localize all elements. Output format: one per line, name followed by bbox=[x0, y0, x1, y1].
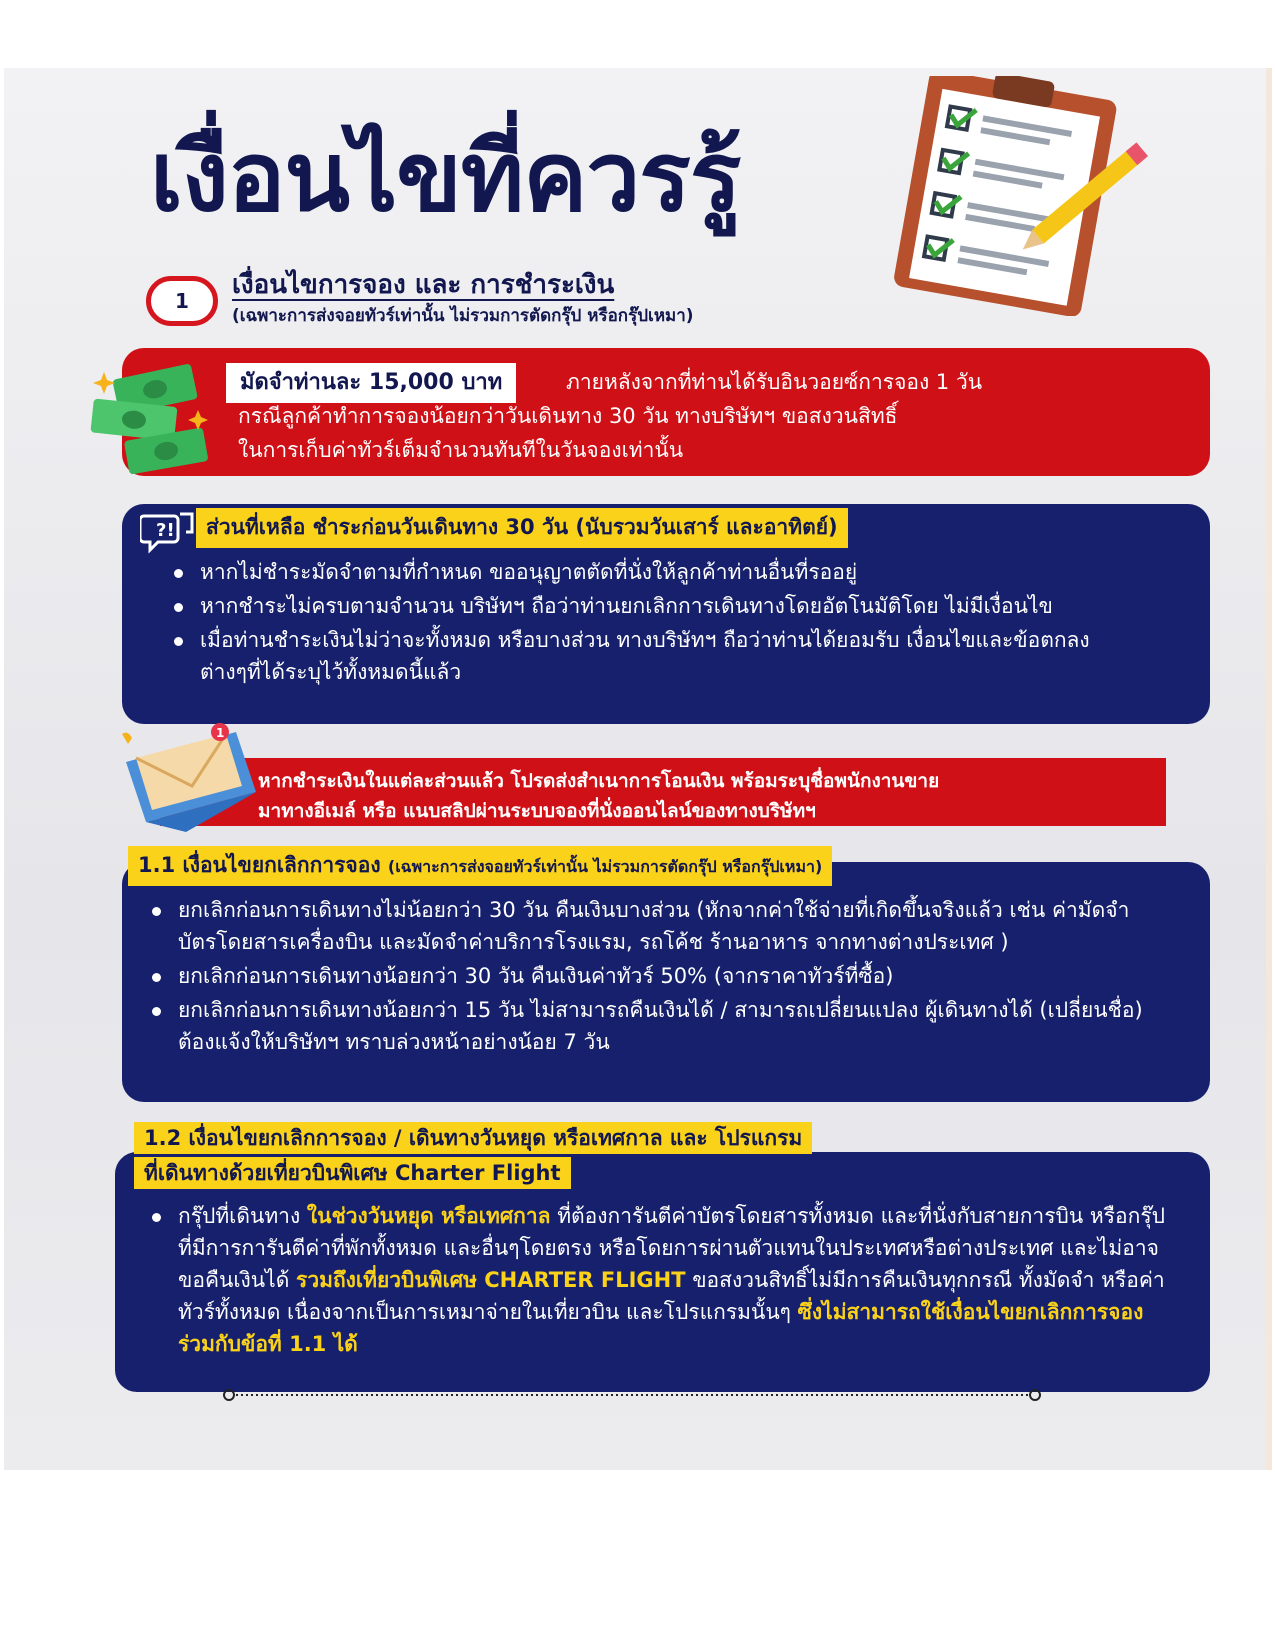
cancellation-list bbox=[148, 894, 1158, 1060]
holiday-charter-title-1: 1.2 เงื่อนไขยกเลิกการจอง / เดินทางวันหยุด หรือเทศกาล และ โปรแกรม bbox=[134, 1122, 812, 1154]
remaining-payment-list bbox=[170, 556, 1120, 690]
section1-title: เงื่อนไขการจอง และ การชำระเงิน bbox=[232, 270, 615, 300]
chat-question-icon bbox=[140, 510, 196, 556]
holiday-charter-list bbox=[148, 1200, 1168, 1362]
page-title: เงื่อนไขที่ควรรู้ bbox=[150, 121, 741, 233]
notification-badge-icon: 1 bbox=[216, 726, 225, 740]
paragraph-text: กรุ๊ปที่เดินทาง bbox=[178, 1204, 307, 1228]
list-item: ยกเลิกก่อนการเดินทางน้อยกว่า 15 วัน ไม่สามารถคืนเงินได้ / สามารถเปลี่ยนแปลง ผู้เดินทางได้ (เปลี่ยนชื่อ) ต้องแจ้งให้บริษัทฯ ทราบล่วงหน้าอย่างน้อย 7 วัน bbox=[148, 994, 1158, 1058]
envelope-icon bbox=[116, 722, 262, 832]
transfer-notice-banner bbox=[160, 758, 1166, 826]
paragraph-text: ขอสงวนสิทธิ์ไม่มีการคืนเงินทุกกรณี ทั้งมัดจำ หรือค่าทัวร์ทั้งหมด เนื่องจากเป็นการเหมาจ่ายในเที่ยวบิน และโปรแกรมนั้นๆ bbox=[178, 1268, 1165, 1324]
holiday-charter-title-2: ที่เดินทางด้วยเที่ยวบินพิเศษ Charter Flight bbox=[134, 1157, 571, 1189]
deposit-line-2: กรณีลูกค้าทำการจองน้อยกว่าวันเดินทาง 30 วัน ทางบริษัทฯ ขอสงวนสิทธิ์ bbox=[238, 404, 898, 428]
clipboard-checklist-icon bbox=[870, 76, 1170, 316]
money-icon bbox=[86, 364, 218, 474]
section1-subtitle: (เฉพาะการส่งจอยทัวร์เท่านั้น ไม่รวมการตัดกรุ๊ป หรือกรุ๊ปเหมา) bbox=[232, 306, 694, 326]
cancellation-title-text: 1.1 เงื่อนไขยกเลิกการจอง bbox=[138, 853, 381, 877]
list-item: ยกเลิกก่อนการเดินทางไม่น้อยกว่า 30 วัน คืนเงินบางส่วน (หักจากค่าใช้จ่ายที่เกิดขึ้นจริงแล้ว เช่น ค่ามัดจำบัตรโดยสารเครื่องบิน และมัดจำค่าบริการโรงแรม, รถโค้ช ร้านอาหาร จากทางต่างประเทศ ) bbox=[148, 894, 1158, 958]
highlight-text: รวมถึงเที่ยวบินพิเศษ CHARTER FLIGHT bbox=[296, 1268, 686, 1292]
list-item: หากไม่ชำระมัดจำตามที่กำหนด ขออนุญาตตัดที่นั่งให้ลูกค้าท่านอื่นที่รออยู่ bbox=[170, 556, 1120, 588]
paragraph-text: ที่ต้องการันตีค่าบัตรโดยสารทั้งหมด และที่นั่งกับสายการบิน หรือกรุ๊ปที่มีการการันตีค่าที่พักทั้งหมด และอื่นๆโดยตรง หรือโดยการผ่านตัวแทนในประเทศหรือต่างประเทศ และไม่อาจขอคืนเงินได้ bbox=[178, 1204, 1165, 1292]
svg-text:?!: ?! bbox=[156, 520, 175, 541]
poster-edge bbox=[1266, 68, 1272, 1470]
list-item: ยกเลิกก่อนการเดินทางน้อยกว่า 30 วัน คืนเงินค่าทัวร์ 50% (จากราคาทัวร์ที่ซื้อ) bbox=[148, 960, 1158, 992]
highlight-text: ในช่วงวันหยุด หรือเทศกาล bbox=[306, 1204, 551, 1228]
deposit-amount-label: มัดจำท่านละ 15,000 บาท bbox=[226, 363, 516, 403]
list-item bbox=[148, 1200, 1168, 1360]
list-item: หากชำระไม่ครบตามจำนวน บริษัทฯ ถือว่าท่านยกเลิกการเดินทางโดยอัตโนมัติโดย ไม่มีเงื่อนไข bbox=[170, 590, 1120, 622]
dotted-divider bbox=[222, 1388, 1042, 1402]
cancellation-subtitle: (เฉพาะการส่งจอยทัวร์เท่านั้น ไม่รวมการตัดกรุ๊ป หรือกรุ๊ปเหมา) bbox=[387, 857, 823, 876]
deposit-line-3: ในการเก็บค่าทัวร์เต็มจำนวนทันทีในวันจองเท่านั้น bbox=[238, 438, 684, 462]
highlight-text: ซึ่งไม่สามารถใช้เงื่อนไขยกเลิกการจองร่วมกับข้อที่ 1.1 ได้ bbox=[178, 1300, 1144, 1356]
notice-line-1: หากชำระเงินในแต่ละส่วนแล้ว โปรดส่งสำเนาการโอนเงิน พร้อมระบุชื่อพนักงานขาย bbox=[258, 770, 940, 792]
deposit-line-1: ภายหลังจากที่ท่านได้รับอินวอยซ์การจอง 1 วัน bbox=[566, 370, 983, 394]
notice-line-2: มาทางอีเมล์ หรือ แนบสลิปผ่านระบบจองที่นั่งออนไลน์ของทางบริษัทฯ bbox=[258, 800, 816, 822]
remaining-payment-title: ส่วนที่เหลือ ชำระก่อนวันเดินทาง 30 วัน (นับรวมวันเสาร์ และอาทิตย์) bbox=[196, 508, 848, 548]
section-number-badge: 1 bbox=[146, 276, 218, 326]
cancellation-title bbox=[128, 846, 832, 886]
list-item: เมื่อท่านชำระเงินไม่ว่าจะทั้งหมด หรือบางส่วน ทางบริษัทฯ ถือว่าท่านได้ยอมรับ เงื่อนไขและข้อตกลงต่างๆที่ได้ระบุไว้ทั้งหมดนี้แล้ว bbox=[170, 624, 1120, 688]
